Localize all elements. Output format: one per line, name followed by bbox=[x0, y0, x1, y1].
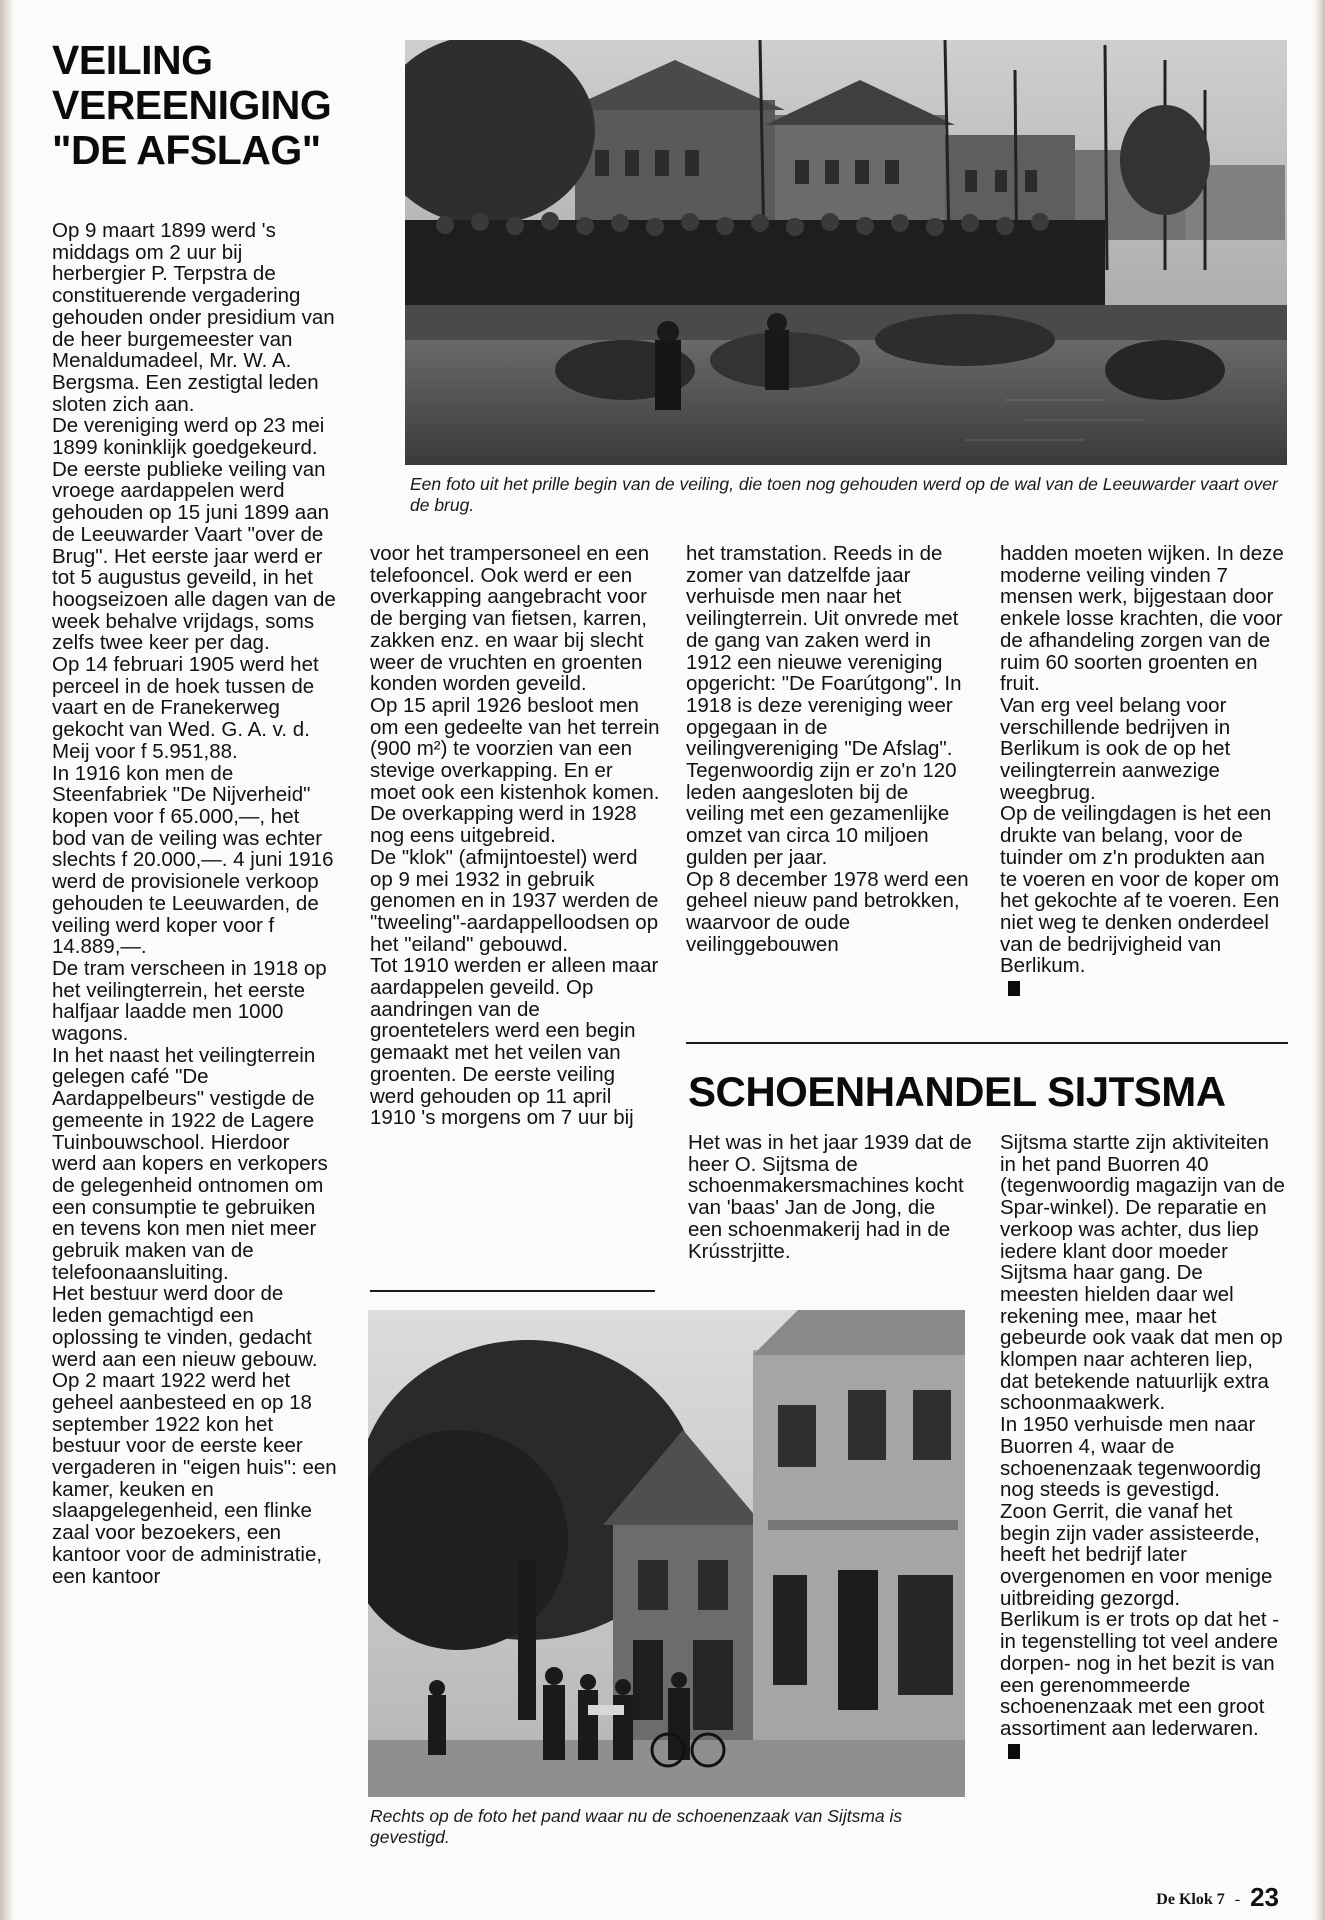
article-column-3 bbox=[686, 543, 971, 955]
paragraph: Op 15 april 1926 besloot men om een gedeelte van het terrein (900 m²) te voorzien van een stevige overkapping. En er moet ook een kistenhok komen. De overkapping werd in 1928 nog eens uitgebreid. bbox=[370, 693, 660, 848]
column-end-rule bbox=[370, 1290, 655, 1292]
article-end-mark bbox=[1008, 981, 1020, 996]
photo-caption-shop: Rechts op de foto het pand waar nu de schoenenzaak van Sijtsma is gevestigd. bbox=[370, 1806, 903, 1847]
article2-column-1 bbox=[688, 1132, 973, 1262]
paragraph: Van erg veel belang voor verschillende bedrijven in Berlikum is ook de op het veilingterrein aanwezige weegbrug. bbox=[1000, 693, 1231, 804]
paragraph: Op 14 februari 1905 werd het perceel in de hoek tussen de vaart en de Franekerweg gekocht van Wed. G. A. v. d. Meij voor f 5.951,88. bbox=[52, 653, 319, 763]
paragraph: De vereniging werd op 23 mei 1899 koninklijk goedgekeurd. De eerste publieke veiling van vroege aardappelen werd gehouden op 15 juni 1899 aan de Leeuwarder Vaart "over de Brug". Het eerste jaar werd er tot 5 augustus geveild, in het hoogseizoen alle dagen van de week behalve vrijdags, soms zelfs twee keer per dag. bbox=[52, 414, 336, 655]
paragraph: hadden moeten wijken. In deze moderne veiling vinden 7 mensen werk, bijgestaan door enkele losse krachten, die voor de afhandeling zorgen van de ruim 60 soorten groenten en fruit. bbox=[1000, 542, 1284, 696]
paragraph: In 1950 verhuisde men naar Buorren 4, waar de schoenenzaak tegenwoordig nog steeds is gevestigd. bbox=[1000, 1413, 1261, 1502]
paragraph: Op de veilingdagen is het een drukte van belang, voor de tuinder om z'n produkten aan te voeren en voor de koper om het gekochte af te voeren. Een niet weg te denken onderdeel van de bedrijvigheid van Berlikum. bbox=[1000, 802, 1280, 978]
photo-shoe-shop-street bbox=[368, 1310, 965, 1797]
page-edge-right bbox=[1313, 0, 1325, 1920]
page-number: 23 bbox=[1250, 1882, 1279, 1912]
article-column-2 bbox=[370, 543, 660, 1129]
paragraph: Berlikum is er trots op dat het -in tegenstelling tot veel andere dorpen- nog in het bezit is van een gerenommeerde schoenenzaak met een groot assortiment aan lederwaren. bbox=[1000, 1608, 1280, 1740]
paragraph: het tramstation. Reeds in de zomer van datzelfde jaar verhuisde men naar het veilingterrein. Uit onvrede met de gang van zaken werd in 1912 een nieuwe vereniging opgericht: "De Foarútgong". In 1918 is deze vereniging weer opgegaan in de veilingvereniging "De Afslag". bbox=[686, 542, 962, 761]
footer-separator: - bbox=[1234, 1891, 1241, 1908]
article-end-mark bbox=[1008, 1744, 1020, 1759]
paragraph: Sijtsma startte zijn aktiviteiten in het pand Buorren 40 (tegenwoordig magazijn van de Spar-winkel). De reparatie en verkoop was achter, dus liep iedere klant door moeder Sijtsma haar gang. De meesten hielden daar wel rekening mee, maar het gebeurde ook vaak dat men op klompen naar achteren liep, dat betekende natuurlijk extra schoonmaakwerk. bbox=[1000, 1131, 1285, 1415]
magazine-name: De Klok 7 bbox=[1156, 1891, 1225, 1908]
article-separator-rule bbox=[686, 1042, 1288, 1044]
paragraph: De "klok" (afmijntoestel) werd op 9 mei 1932 in gebruik genomen en in 1937 werden de "tweeling"-aardappelloodsen op het "eiland" gebouwd. bbox=[370, 845, 659, 956]
paragraph: De tram verscheen in 1918 op het veilingterrein, het eerste halfjaar laadde men 1000 wagons. bbox=[52, 956, 327, 1046]
paragraph: Tegenwoordig zijn er zo'n 120 leden aangesloten bij de veiling met een gezamenlijke omzet van circa 10 miljoen gulden per jaar. bbox=[686, 759, 957, 869]
paragraph: Op 9 maart 1899 werd 's middags om 2 uur bij herbergier P. Terpstra de constituerende vergadering gehouden onder presidium van de heer burgemeester van Menaldumadeel, Mr. W. A. Bergsma. Een zestigtal leden sloten zich aan. bbox=[52, 219, 335, 416]
article2-column-2 bbox=[1000, 1132, 1285, 1761]
photo-canal-auction-image bbox=[405, 40, 1287, 465]
paragraph: In het naast het veilingterrein gelegen café "De Aardappelbeurs" vestigde de gemeente in 1922 de Lagere Tuinbouwschool. Hierdoor werd aan kopers en verkopers de gelegenheid ontnomen om een consumptie te gebruiken en tevens kon men niet meer gebruik maken van de telefoonaansluiting. bbox=[52, 1043, 328, 1284]
article-title-schoenhandel: SCHOENHANDEL SIJTSMA bbox=[688, 1068, 1226, 1115]
paragraph: Tot 1910 werden er alleen maar aardappelen geveild. Op aandringen van de groentetelers werd een begin gemaakt met het veilen van groenten. De eerste veiling werd gehouden op 11 april 1910 's morgens om 7 uur bij bbox=[370, 954, 659, 1130]
photo-shoe-shop-street-image bbox=[368, 1310, 965, 1797]
article-title-veiling bbox=[52, 38, 352, 173]
photo-caption-canal: Een foto uit het prille begin van de veiling, die toen nog gehouden werd op de wal van de Leeuwarder vaart over de brug. bbox=[410, 474, 1278, 515]
article-column-1 bbox=[52, 220, 337, 1587]
paragraph: In 1916 kon men de Steenfabriek "De Nijverheid" kopen voor f 65.000,—, het bod van de veiling was echter slechts f 20.000,—. 4 juni 1916 werd de provisionele verkoop gehouden te Leeuwarden, de veiling werd koper voor f 14.889,—. bbox=[52, 761, 334, 959]
page-edge-left bbox=[0, 0, 14, 1920]
title-line: VEILING bbox=[52, 37, 213, 83]
paragraph: Zoon Gerrit, die vanaf het begin zijn vader assisteerde, heeft het bedrijf later overgenomen en voor menige uitbreiding gezorgd. bbox=[1000, 1499, 1273, 1610]
photo-canal-auction bbox=[405, 40, 1287, 465]
paragraph: voor het trampersoneel en een telefooncel. Ook werd er een overkapping aangebracht voor de berging van fietsen, karren, zakken enz. en waar bij slecht weer de vruchten en groenten konden worden geveild. bbox=[370, 542, 650, 696]
paragraph: Op 8 december 1978 werd een geheel nieuw pand betrokken, waarvoor de oude veilinggebouwen bbox=[686, 867, 969, 956]
paragraph: Het was in het jaar 1939 dat de heer O. Sijtsma de schoenmakersmachines kocht van 'baas' Jan de Jong, die een schoenmakerij had in de Krússtrjitte. bbox=[688, 1131, 972, 1263]
title-line: VEREENIGING bbox=[52, 82, 332, 128]
paragraph: Het bestuur werd door de leden gemachtigd een oplossing te vinden, gedacht werd aan een nieuw gebouw. Op 2 maart 1922 werd het geheel aanbesteed en op 18 september 1922 kon het bestuur voor de eerste keer vergaderen in "eigen huis": een kamer, keuken en slaapgelegenheid, een flinke zaal voor bezoekers, een kantoor voor de administratie, een kantoor bbox=[52, 1282, 337, 1588]
page-footer bbox=[1156, 1882, 1279, 1913]
article-column-4 bbox=[1000, 543, 1285, 999]
title-line: "DE AFSLAG" bbox=[52, 127, 321, 173]
